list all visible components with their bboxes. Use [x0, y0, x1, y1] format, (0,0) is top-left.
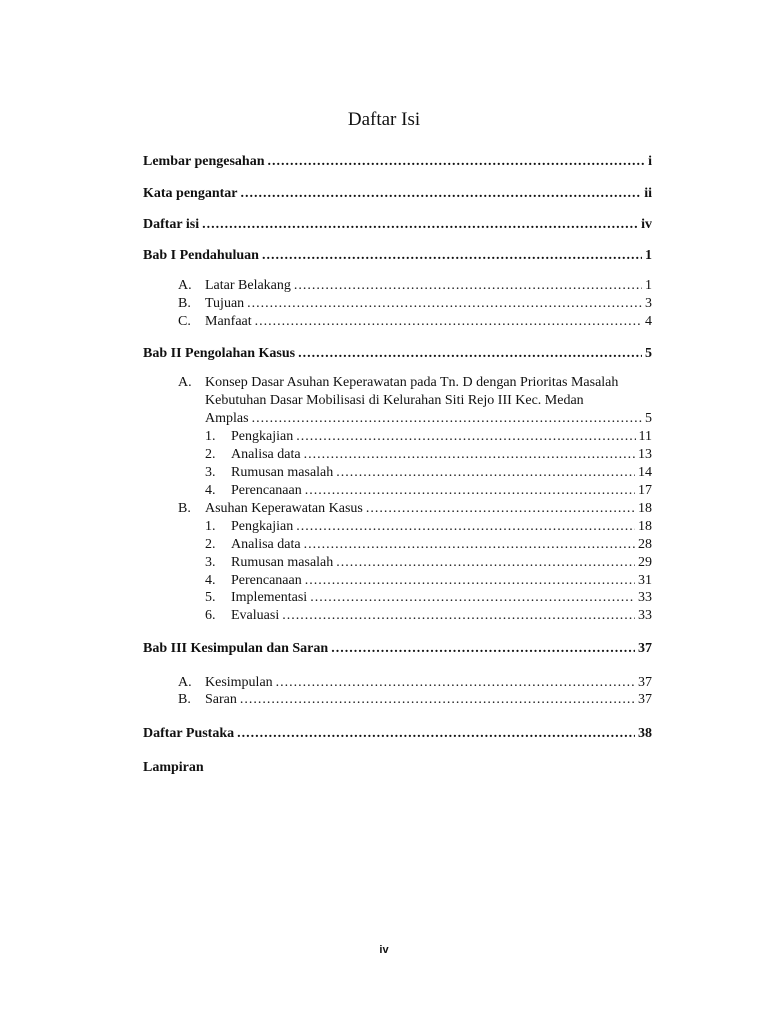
toc-entry-page: 37	[638, 641, 652, 656]
toc-subsubentry-perencanaan	[205, 482, 652, 500]
toc-entry-page: 38	[638, 726, 652, 741]
toc-entry-label: Amplas	[205, 411, 249, 426]
toc-entry-label: Konsep Dasar Asuhan Keperawatan pada Tn. D dengan Prioritas Masalah	[205, 375, 619, 390]
toc-subentry-konsep-dasar-line3	[205, 410, 652, 428]
toc-entry-label: Bab I Pendahuluan	[143, 248, 259, 263]
dot-leader	[366, 500, 635, 518]
list-marker: 3.	[205, 465, 216, 480]
toc-entry-page: iv	[641, 217, 652, 232]
toc-entry-label: Daftar isi	[143, 217, 200, 232]
toc-entry-label: Asuhan Keperawatan Kasus	[205, 501, 363, 516]
toc-subentry-saran	[178, 691, 652, 709]
toc-entry-label: Pengkajian	[231, 519, 294, 534]
toc-subentry-latar-belakang	[178, 277, 652, 295]
toc-entry-page: 14	[638, 465, 652, 480]
toc-entry-page: 4	[645, 314, 652, 329]
toc-entry-label: Analisa data	[231, 447, 301, 462]
toc-entry-daftar-pustaka	[143, 725, 652, 743]
toc-subsubentry-pengkajian	[205, 518, 652, 536]
list-marker: A.	[178, 278, 192, 293]
toc-entry-page: i	[648, 154, 652, 169]
dot-leader	[296, 518, 635, 536]
list-marker: A.	[178, 675, 192, 690]
toc-subsubentry-analisa-data	[205, 536, 652, 554]
toc-subsubentry-pengkajian	[205, 428, 652, 446]
toc-entry-page: 5	[645, 346, 652, 361]
toc-subentry-konsep-dasar-line2: Kebutuhan Dasar Mobilisasi di Kelurahan Siti Rejo III Kec. Medan	[205, 393, 584, 408]
toc-entry-label: Latar Belakang	[205, 278, 291, 293]
toc-entry-label: Bab III Kesimpulan dan Saran	[143, 641, 329, 656]
toc-entry-lampiran: Lampiran	[143, 760, 204, 775]
toc-entry-page: 17	[638, 483, 652, 498]
list-marker: 6.	[205, 608, 216, 623]
toc-entry-page: 31	[638, 573, 652, 588]
toc-entry-page: 5	[645, 411, 652, 426]
toc-entry-label: Rumusan masalah	[231, 555, 334, 570]
toc-entry-page: 28	[638, 537, 652, 552]
list-marker: B.	[178, 296, 191, 311]
list-marker: 4.	[205, 483, 216, 498]
dot-leader	[331, 640, 635, 658]
dot-leader	[310, 589, 635, 607]
list-marker: 2.	[205, 447, 216, 462]
list-marker: 1.	[205, 429, 216, 444]
toc-entry-label: Saran	[205, 692, 237, 707]
dot-leader	[276, 674, 635, 692]
dot-leader	[262, 247, 642, 265]
toc-entry-page: 18	[638, 501, 652, 516]
toc-entry-page: 3	[645, 296, 652, 311]
toc-entry-label: Implementasi	[231, 590, 308, 605]
toc-entry-kata-pengantar	[143, 185, 652, 203]
dot-leader	[237, 725, 635, 743]
dot-leader	[336, 554, 635, 572]
toc-entry-page: 18	[638, 519, 652, 534]
list-marker: 3.	[205, 555, 216, 570]
dot-leader	[304, 446, 635, 464]
list-marker: 4.	[205, 573, 216, 588]
list-marker: A.	[178, 375, 192, 390]
toc-entry-page: ii	[644, 186, 652, 201]
list-marker: 5.	[205, 590, 216, 605]
toc-subsubentry-implementasi	[205, 589, 652, 607]
toc-entry-page: 1	[645, 278, 652, 293]
dot-leader	[336, 464, 635, 482]
toc-entry-label: Daftar Pustaka	[143, 726, 235, 741]
page-number-footer: iv	[379, 944, 389, 956]
toc-entry-label: Tujuan	[205, 296, 245, 311]
toc-entry-bab-2	[143, 345, 652, 363]
dot-leader	[282, 607, 635, 625]
toc-subsubentry-perencanaan	[205, 572, 652, 590]
toc-entry-page: 1	[645, 248, 652, 263]
toc-entry-label: Rumusan masalah	[231, 465, 334, 480]
toc-subsubentry-evaluasi	[205, 607, 652, 625]
dot-leader	[305, 572, 635, 590]
dot-leader	[298, 345, 642, 363]
list-marker: C.	[178, 314, 191, 329]
toc-subentry-manfaat	[178, 313, 652, 331]
dot-leader	[305, 482, 635, 500]
toc-subentry-kesimpulan	[178, 674, 652, 692]
toc-entry-label: Evaluasi	[231, 608, 280, 623]
toc-entry-label: Perencanaan	[231, 483, 302, 498]
dot-leader	[296, 428, 635, 446]
toc-entry-label: Analisa data	[231, 537, 301, 552]
toc-entry-page: 37	[638, 692, 652, 707]
toc-subsubentry-rumusan-masalah	[205, 464, 652, 482]
dot-leader	[267, 153, 645, 171]
page-title: Daftar Isi	[347, 109, 421, 130]
toc-entry-label: Perencanaan	[231, 573, 302, 588]
toc-entry-bab-1	[143, 247, 652, 265]
dot-leader	[294, 277, 642, 295]
list-marker: 1.	[205, 519, 216, 534]
toc-entry-label: Bab II Pengolahan Kasus	[143, 346, 296, 361]
toc-subentry-asuhan-keperawatan	[178, 500, 652, 518]
toc-subentry-tujuan	[178, 295, 652, 313]
toc-entry-page: 29	[638, 555, 652, 570]
list-marker: B.	[178, 692, 191, 707]
list-marker: B.	[178, 501, 191, 516]
toc-entry-label: Kata pengantar	[143, 186, 238, 201]
toc-entry-label: Pengkajian	[231, 429, 294, 444]
toc-entry-bab-3	[143, 640, 652, 658]
dot-leader	[247, 295, 642, 313]
dot-leader	[252, 410, 642, 428]
dot-leader	[240, 691, 635, 709]
toc-entry-page: 37	[638, 675, 652, 690]
toc-entry-label: Lembar pengesahan	[143, 154, 265, 169]
toc-entry-label: Manfaat	[205, 314, 252, 329]
toc-entry-page: 13	[638, 447, 652, 462]
toc-entry-page: 33	[638, 608, 652, 623]
toc-entry-page: 11	[638, 429, 652, 444]
dot-leader	[241, 185, 642, 203]
list-marker: 2.	[205, 537, 216, 552]
toc-entry-page: 33	[638, 590, 652, 605]
toc-subentry-konsep-dasar-line1	[178, 374, 652, 392]
dot-leader	[202, 216, 638, 234]
toc-entry-daftar-isi	[143, 216, 652, 234]
toc-subsubentry-analisa-data	[205, 446, 652, 464]
toc-subsubentry-rumusan-masalah	[205, 554, 652, 572]
toc-entry-lembar-pengesahan	[143, 153, 652, 171]
toc-entry-label: Kesimpulan	[205, 675, 273, 690]
dot-leader	[304, 536, 635, 554]
dot-leader	[255, 313, 642, 331]
